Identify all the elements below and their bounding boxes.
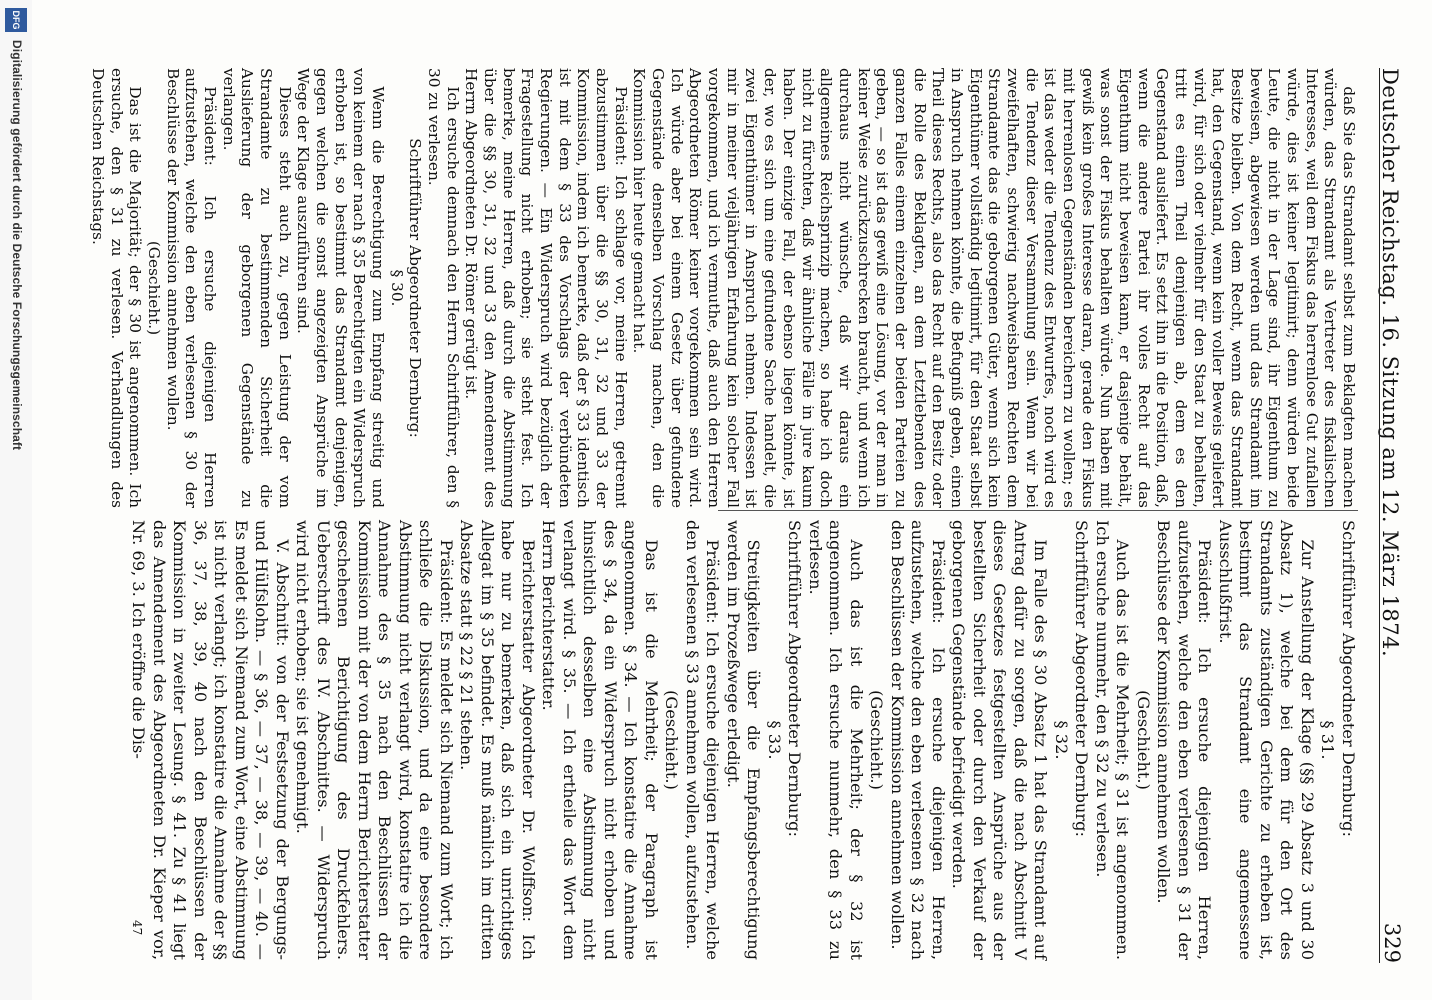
centered-line: § 32.	[1052, 720, 1071, 760]
dfg-logo: DFG	[5, 8, 27, 32]
right-column	[128, 520, 1358, 960]
paragraph: Präsident: Ich ersuche diejenigen Herren, aufzustehen, welche den eben verlesenen § 32 nach den Beschlüssen der Kommission annehmen wollen.	[888, 520, 948, 960]
centered-line: (Geschieht.)	[145, 240, 163, 336]
left-column	[88, 68, 1358, 508]
centered-line: (Geschieht.)	[867, 690, 887, 790]
paragraph: Berichterstatter Abgeordneter Dr. Wolffson: Ich habe nur zu bemerken, daß sich ein unrichtiges Allegat im § 35 befindet. Es muß nämlich im dritten Absatze statt § 22 § 21 stehen.	[457, 520, 538, 960]
paragraph: Das ist die Majorität; der § 30 ist angenommen. Ich ersuche, den § 31 zu verlesen. Verhandlungen des Deutschen Reichstags.	[88, 68, 145, 508]
page-header	[1372, 68, 1412, 963]
running-title: Deutscher Reichstag. 16. Sitzung am 12. März 1874.	[1378, 68, 1402, 658]
paragraph: Zur Anstellung der Klage (§§ 29 Absatz 3 und 30 Absatz 1), welche bei dem für den Ort des Strandamts zuständigen Gerichte zu erheben ist, bestimmt das Strandamt eine angemessene Ausschlußfrist.	[1216, 520, 1317, 960]
paragraph: daß Sie das Strandamt selbst zum Beklagten machen würden, das Strandamt als Vertreter des fiskalischen Interesses, weil dem Fiskus das herrenlose Gut zufallen würde, dies ist keiner legitimirt; denn würden beide Leute, die nicht in der Lage sind, ihr Eigenthum zu beweisen, abgewiesen werden und das Strandamt im Besitze bleiben. Von dem Recht, wenn das Strandamt hat, den Gegenstand, wenn kein voller Beweis geliefert wird, für sich oder vielmehr für den Staat zu behalten, tritt es einen Theil demjenigen ab, dem es den Gegenstand ausliefert. Es setzt ihn in die Position, daß, wenn die andere Partei ihr volles Recht auf das Eigenthum nicht beweisen kann, er dasjenige behält, was sonst der Fiskus behalten würde. Nun haben mit gewiß kein großes Interesse daran, gerade den Fiskus mit herrenlosen Gegenständen bereichern zu wollen; es ist das weder die Tendenz des Entwurfes, noch wird es die Tendenz dieser Versammlung sein. Wenn wir bei zweifelhaften, schwierig nachweisbaren Rechten dem Strandamte das die geborgenen Güter, wenn sich kein Eigenthümer vollständig legitimirt, für den Staat selbst in Anspruch nehmen könnte, die Befugniß geben, einen Theil dieses Rechts, also das Recht auf den Besitz oder die Rolle des Beklagten, an dem Letztlebenden des ganzen Falles einem einzelnen der beiden Parteien zu geben, — so ist das gewiß eine Lösung, vor der man in keiner Weise zurückzuschrecken braucht, und wenn ich durchaus nicht wünsche, daß wir daraus ein allgemeines Reichsprinzip machen, so habe ich doch nicht zu fürchten, daß wir ähnliche Fälle in jure kaum haben. Der einzige Fall, der ebenso liegen könnte, ist der, wo es sich um eine gefundene Sache handelt, die zwei Eigenthümer in Anspruch nehmen. Indessen ist mir in meiner vieljährigen Erfahrung kein solcher Fall vorgekommen, und ich vermuthe, daß auch den Herren Abgeordneten Römer keiner vorgekommen sein wird. Ich würde aber bei einem Gesetz über gefundene Gegenstände denselben Vorschlag machen, den die Kommission hier heute gemacht hat.	[630, 68, 1358, 508]
centered-line: Schriftführer Abgeordneter Dernburg:	[406, 138, 425, 438]
paragraph: Auch das ist die Mehrheit; § 31 ist angenommen. Ich ersuche nunmehr, den § 32 zu verlesen.	[1093, 520, 1133, 960]
paragraph: Wenn die Berechtigung zum Empfang streitig und von keinem der nach § 35 Berechtigten ein Widerspruch erhoben ist, so bestimmt das Strandamt denjenigen, gegen welchen die sonst angezeigten Ansprüche im Wege der Klage auszuführen sind.	[294, 68, 388, 508]
paragraph: Das ist die Mehrheit; der Paragraph ist angenommen. § 34. — Ich konstatire die Annahme des § 34, da ein Widerspruch nicht erhoben und hinsichtlich desselben eine Abstimmung nicht verlangt wird. § 35. — Ich ertheile das Wort dem Herrn Berichterstatter.	[539, 520, 661, 960]
centered-line: § 30.	[387, 269, 406, 307]
paragraph: Präsident: Ich ersuche diejenigen Herren, welche den verlesenen § 33 annehmen wollen, aufzustehen.	[683, 520, 723, 960]
paragraph: Dieses steht auch zu, gegen Leistung der vom Strandamte zu bestimmenden Sicherheit die Auslieferung der geborgenen Gegenstände zu verlangen.	[219, 68, 294, 508]
speaker-line: Schriftführer Abgeordneter Dernburg:	[785, 520, 805, 837]
paragraph: Präsident: Ich ersuche diejenigen Herren, aufzustehen, welche den eben verlesenen § 31 der Beschlüsse der Kommission annehmen wollen.	[1154, 520, 1215, 960]
paragraph: Streitigkeiten über die Empfangsberechtigung werden im Prozeßwege erledigt.	[724, 520, 764, 960]
page-number: 329	[1380, 922, 1404, 963]
paragraph: Im Falle des § 30 Absatz 1 hat das Strandamt auf Antrag dafür zu sorgen, daß die nach Abschnitt V dieses Gesetzes festgestellten Ansprüche aus der bestellten Sicherheit oder durch den Verkauf der geborgenen Gegenstände befriedigt werden.	[949, 520, 1051, 960]
paragraph: Präsident: Ich ersuche diejenigen Herren aufzustehen, welche den eben verlesenen § 30 der Beschlüsse der Kommission annehmen wollen.	[163, 68, 220, 508]
centered-line: § 31.	[1318, 720, 1338, 760]
paragraph: Präsident: Es meldet sich Niemand zum Wort; ich schließe die Diskussion, und da eine besondere Abstimmung nicht verlangt wird, konstatire ich die Annahme des § 35 nach den Beschlüssen der Kommission mit der von dem Herrn Berichterstatter geschehenen Berichtigung des Druckfehlers. Ueberschrift des IV. Abschnittes. — Widerspruch wird nicht erhoben; sie ist genehmigt.	[293, 520, 456, 960]
paragraph: Ich ersuche demnach den Herrn Schriftführer, den § 30 zu verlesen.	[425, 68, 462, 508]
digitization-footer	[0, 0, 32, 1000]
centered-line: (Geschieht.)	[1134, 690, 1153, 790]
signature-mark: 47	[130, 920, 144, 936]
header-rule	[1379, 68, 1380, 963]
footer-credit: Digitalisierung gefördert durch die Deutsche Forschungsgemeinschaft	[10, 40, 24, 451]
column-rule	[718, 510, 1358, 511]
speaker-line: Schriftführer Abgeordneter Dernburg:	[1339, 520, 1358, 837]
speaker-line: Schriftführer Abgeordneter Dernburg:	[1072, 520, 1092, 837]
centered-line: (Geschieht.)	[662, 690, 682, 790]
centered-line: § 33.	[765, 720, 784, 760]
paragraph: V. Abschnitt: von der Festsetzung der Bergungs- und Hülfslohn. — § 36, — 37, — 38, — 39, — 40. — Es meldet sich Niemand zum Wort, eine Abstimmung ist nicht verlangt; ich konstatire die Annahme der §§ 36, 37, 38, 39, 40 nach den Beschlüssen der Kommission in zweiter Lesung. § 41. Zu § 41 liegt das Amendement des Abgeordneten Dr. Kieper vor, Nr. 69, 3. Ich eröffne die Dis-	[129, 520, 292, 960]
paragraph: Auch das ist die Mehrheit; der § 32 ist angenommen. Ich ersuche nunmehr, den § 33 zu verlesen.	[806, 520, 866, 960]
paragraph: Präsident: Ich schlage vor, meine Herren, getrennt abzustimmen über die §§ 30, 31, 32 und 33 der Kommission, indem ich bemerke, daß der § 33 identisch ist mit dem § 33 des Vorschlags der verbündeten Regierungen. — Ein Widerspruch wird bezüglich der Fragestellung nicht erhoben; sie steht fest. Ich bemerke, meine Herren, daß durch die Abstimmung über die §§ 30, 31, 32 und 33 den Amendement des Herrn Abgeordneten Dr. Römer gerügt ist.	[462, 68, 630, 508]
